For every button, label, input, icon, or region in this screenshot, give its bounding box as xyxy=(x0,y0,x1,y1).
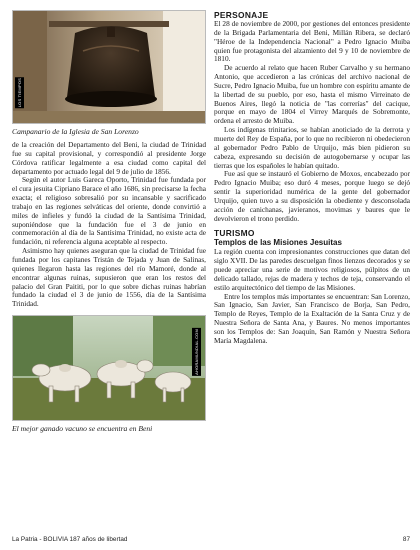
paragraph-foundation-barace: Según el autor Luis Gareca Oporto, Trinidad fue fundada por el cura jesuita Cipriano Barace el año 1686, sin precisarse la fecha exacta; el religioso sobresalió por su incansable y sacrificado trabajo en las regiones selváticas del oriente, donde convirtió a miles de infieles y fundó la ciudad de la Santísima Trinidad, suponiéndose que la fundación fue el 3 de junio en conmemoración al día de la Santísima Trinidad, no existe acta de fundación, ni referencia alguna aceptable al respecto. xyxy=(12,175,206,247)
page-number: 87 xyxy=(402,536,410,543)
paragraph-gobierno-moxos: Fue así que se instauró el Gobierno de Moxos, encabezado por Pedro Ignacio Muiba; eso duró 4 meses, porque luego se dejó sentir la superioridad numérica de la gente del gobernador Urquijo, quien tuvo a su disposición la obediente y desconsolada acción de canichanas, javieranos, movimas y baures que le devolvieron el trono perdido. xyxy=(214,169,410,223)
paragraph-trinitarios: Los indígenas trinitarios, se habían anoticiado de la derrota y muerte del Rey de España, por lo que no recibieron ni obedecieron al gobernador Pedro Pablo de Urquijo, más bien pidieron su cabeza, expresando su decisión de autogobernarse y ocupar las tierras que los españoles le habían quitado. xyxy=(214,125,410,170)
bell-tower-photo xyxy=(12,10,206,124)
paragraph-foundation-tejada: Asimismo hay quienes aseguran que la ciudad de Trinidad fue fundada por los capitanes Tristán de Tejada y Juan de Salinas, quienes llegaron hasta las regiones del río Mamoré, donde al encontrar algunas ruinas, supusieron que eran los restos del palacio del Gran Paititi, por lo que sobre dichas ruinas habrían fundado la ciudad el 3 de junio de 1556, día de la Santísima Trinidad. xyxy=(12,246,206,309)
left-column xyxy=(12,10,206,438)
paragraph-templos-list: Entre los templos más importantes se encuentran: San Lorenzo, San Ignacio, San Javier, San Francisco de Borja, San Pedro, Templo de Reyes, Templo de la Exaltación de la Santa Cruz y de Nuestra Señora de Santa Ana, y Baures. No menos importantes son los Templos de: San Joaquín, San Ramón y Nuestra Señora María Magdalena. xyxy=(214,291,410,345)
cattle-image xyxy=(13,316,206,421)
paragraph-capital: de la creación del Departamento del Beni, la ciudad de Trinidad fue su capital provisional, y correspondió al presidente Jorge Córdova ratificar legalmente a esa ciudad como capital del departamento por actuado legal del 9 de julio de 1856. xyxy=(12,140,206,176)
footer-publication: La Patria - BOLIVIA 187 años de libertad xyxy=(12,536,128,543)
subheading-templos: Templos de las Misiones Jesuitas xyxy=(214,238,342,248)
section-heading-turismo: TURISMO xyxy=(214,228,255,239)
caption-cattle: El mejor ganado vacuno se encuentra en Beni xyxy=(12,424,153,434)
bell-tower-image xyxy=(13,11,206,124)
photo-credit-top: LOS TIEMPOS xyxy=(17,78,22,108)
photo-credit-bottom: AHORAMUNDIAL.COM xyxy=(194,329,199,375)
cattle-photo xyxy=(12,315,206,421)
caption-bell-tower: Campanario de la Iglesia de San Lorenzo xyxy=(12,127,139,136)
section-heading-personaje: PERSONAJE xyxy=(214,10,269,20)
right-column xyxy=(214,10,410,346)
paragraph-construcciones: La región cuenta con impresionantes construcciones que datan del siglo XVII. De las paredes descuelgan finos lienzos decorados y se puede apreciar una serie de motivos religiosos, púlpitos de un delicado tallado, rejas de madera y techos de teja, conservando el estilo arquitectónico del tiempo de las Misiones. xyxy=(214,247,410,292)
page-footer xyxy=(12,536,410,546)
paragraph-muiba-hero: El 28 de noviembre de 2000, por gestiones del entonces presidente de la Brigada Parlamentaria del Beni, Millán Ribera, se declaró "Héroe de la Independencia Nacional" a Pedro Ignacio Muiba quien fue protagonista del alzamiento del 9 y 10 de noviembre de 1810. xyxy=(214,19,410,64)
paragraph-carvalho-account: De acuerdo al relato que hacen Ruber Carvalho y su hermano Antonio, que accedieron a las crónicas del archivo nacional de Sucre, Pedro Ignacio Muiba, fue un hombre con espíritu amante de la libertad de su pueblo, por eso, hasta el mismo Virreinato de Buenos Aires, llegó la noticia de "las correrías" del cacique, porque en mayo de 1804 el Virrey Marqués de Sobremonte, ordena el arresto de Muiba. xyxy=(214,63,410,126)
